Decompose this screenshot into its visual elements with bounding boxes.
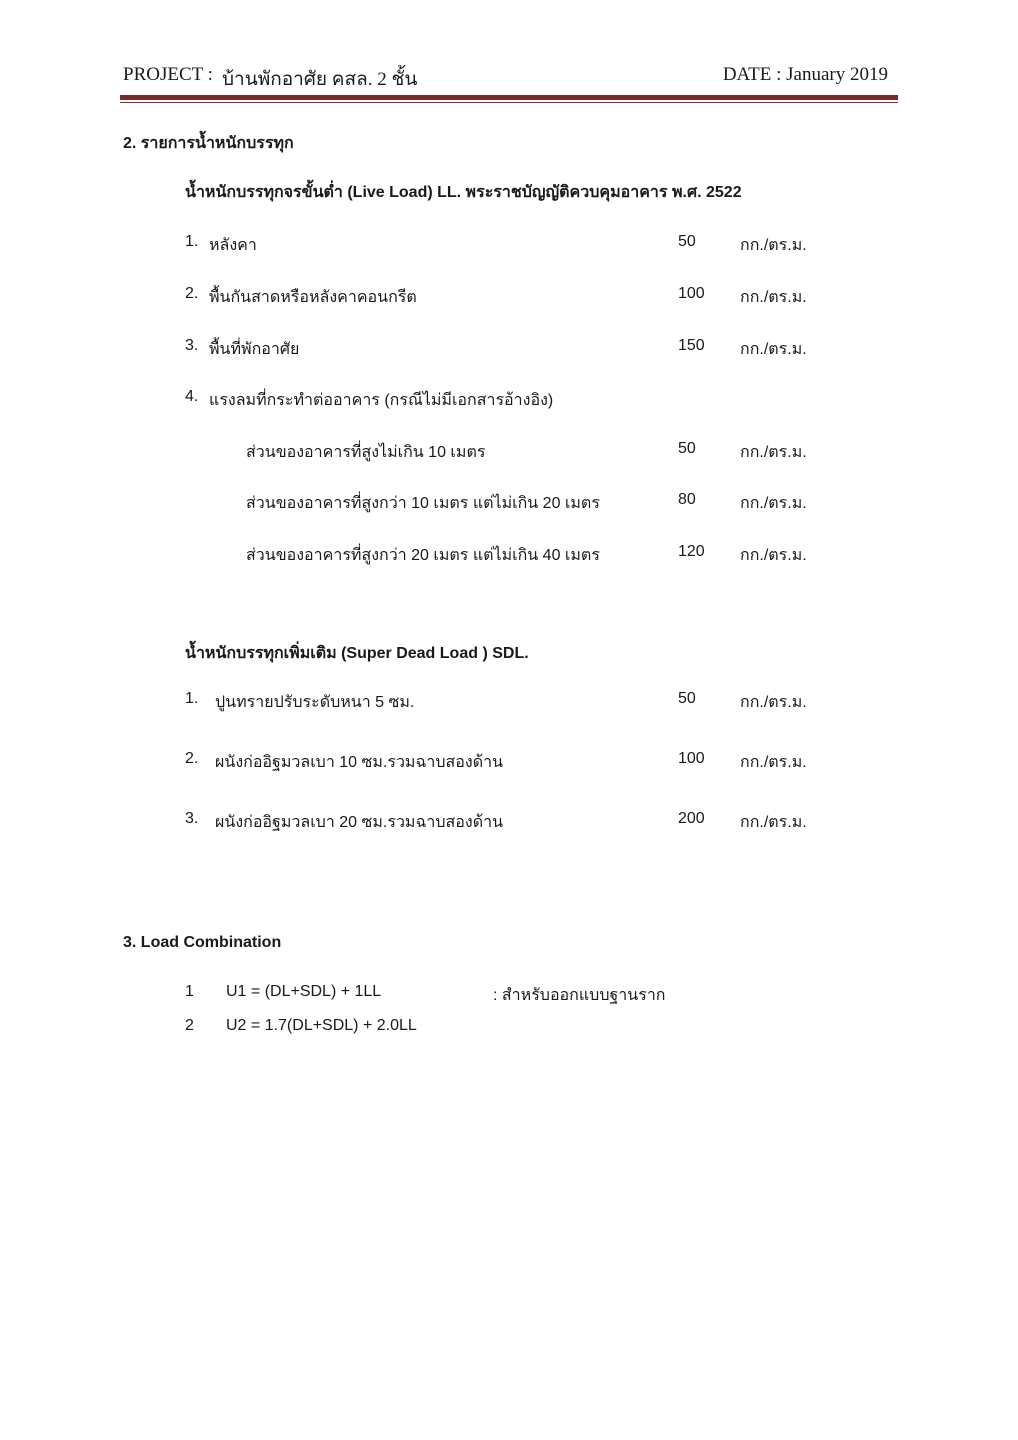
- live-load-item-number: 2.: [185, 285, 199, 302]
- live-load-item-label: หลังคา: [209, 237, 257, 254]
- section-2-title: 2. รายการน้ำหนักบรรทุก: [123, 135, 294, 152]
- live-load-item-number: 3.: [185, 337, 199, 354]
- sdl-item-label: ผนังก่ออิฐมวลเบา 20 ซม.รวมฉาบสองด้าน: [215, 814, 504, 831]
- live-load-item-label: พื้นที่พักอาศัย: [209, 341, 300, 358]
- live-load-item-number: 4.: [185, 388, 199, 405]
- wind-load-item-unit: กก./ตร.ม.: [740, 495, 807, 512]
- sdl-item-number: 3.: [185, 810, 199, 827]
- live-load-item-unit: กก./ตร.ม.: [740, 289, 807, 306]
- live-load-item-value: 100: [678, 285, 705, 302]
- live-load-item-unit: กก./ตร.ม.: [740, 341, 807, 358]
- wind-load-item-label: ส่วนของอาคารที่สูงไม่เกิน 10 เมตร: [246, 444, 486, 461]
- live-load-item-unit: กก./ตร.ม.: [740, 237, 807, 254]
- sdl-item-unit: กก./ตร.ม.: [740, 754, 807, 771]
- sdl-item-number: 2.: [185, 750, 199, 767]
- combination-number: 1: [185, 983, 194, 1000]
- combination-formula: U2 = 1.7(DL+SDL) + 2.0LL: [226, 1017, 417, 1034]
- combination-number: 2: [185, 1017, 194, 1034]
- sdl-item-value: 200: [678, 810, 705, 827]
- wind-load-heading: แรงลมที่กระทำต่ออาคาร (กรณีไม่มีเอกสารอ้างอิง): [209, 392, 554, 409]
- wind-load-item-value: 120: [678, 543, 705, 560]
- sdl-item-value: 100: [678, 750, 705, 767]
- combination-note: : สำหรับออกแบบฐานราก: [493, 987, 666, 1004]
- sdl-item-label: ปูนทรายปรับระดับหนา 5 ซม.: [215, 694, 415, 711]
- sdl-item-number: 1.: [185, 690, 199, 707]
- section-3-title: 3. Load Combination: [123, 934, 282, 951]
- live-load-item-value: 50: [678, 233, 696, 250]
- sdl-item-unit: กก./ตร.ม.: [740, 694, 807, 711]
- project-label: PROJECT :: [123, 64, 213, 85]
- live-load-heading: น้ำหนักบรรทุกจรขั้นต่ำ (Live Load) LL. พระราชบัญญัติควบคุมอาคาร พ.ศ. 2522: [185, 184, 742, 201]
- super-dead-load-heading: น้ำหนักบรรทุกเพิ่มเติม (Super Dead Load ) SDL.: [185, 645, 529, 662]
- wind-load-item-label: ส่วนของอาคารที่สูงกว่า 20 เมตร แต่ไม่เกิน 40 เมตร: [246, 547, 600, 564]
- project-name: บ้านพักอาศัย คสล. 2 ชั้น: [222, 69, 418, 90]
- sdl-item-unit: กก./ตร.ม.: [740, 814, 807, 831]
- header-rule-thin: [120, 102, 898, 103]
- wind-load-item-unit: กก./ตร.ม.: [740, 444, 807, 461]
- sdl-item-label: ผนังก่ออิฐมวลเบา 10 ซม.รวมฉาบสองด้าน: [215, 754, 504, 771]
- live-load-item-number: 1.: [185, 233, 199, 250]
- sdl-item-value: 50: [678, 690, 696, 707]
- combination-formula: U1 = (DL+SDL) + 1LL: [226, 983, 382, 1000]
- live-load-item-value: 150: [678, 337, 705, 354]
- wind-load-item-value: 80: [678, 491, 696, 508]
- header-rule-thick: [120, 95, 898, 100]
- wind-load-item-label: ส่วนของอาคารที่สูงกว่า 10 เมตร แต่ไม่เกิน 20 เมตร: [246, 495, 600, 512]
- wind-load-item-unit: กก./ตร.ม.: [740, 547, 807, 564]
- document-date: DATE : January 2019: [722, 64, 888, 85]
- live-load-item-label: พื้นกันสาดหรือหลังคาคอนกรีต: [209, 289, 417, 306]
- wind-load-item-value: 50: [678, 440, 696, 457]
